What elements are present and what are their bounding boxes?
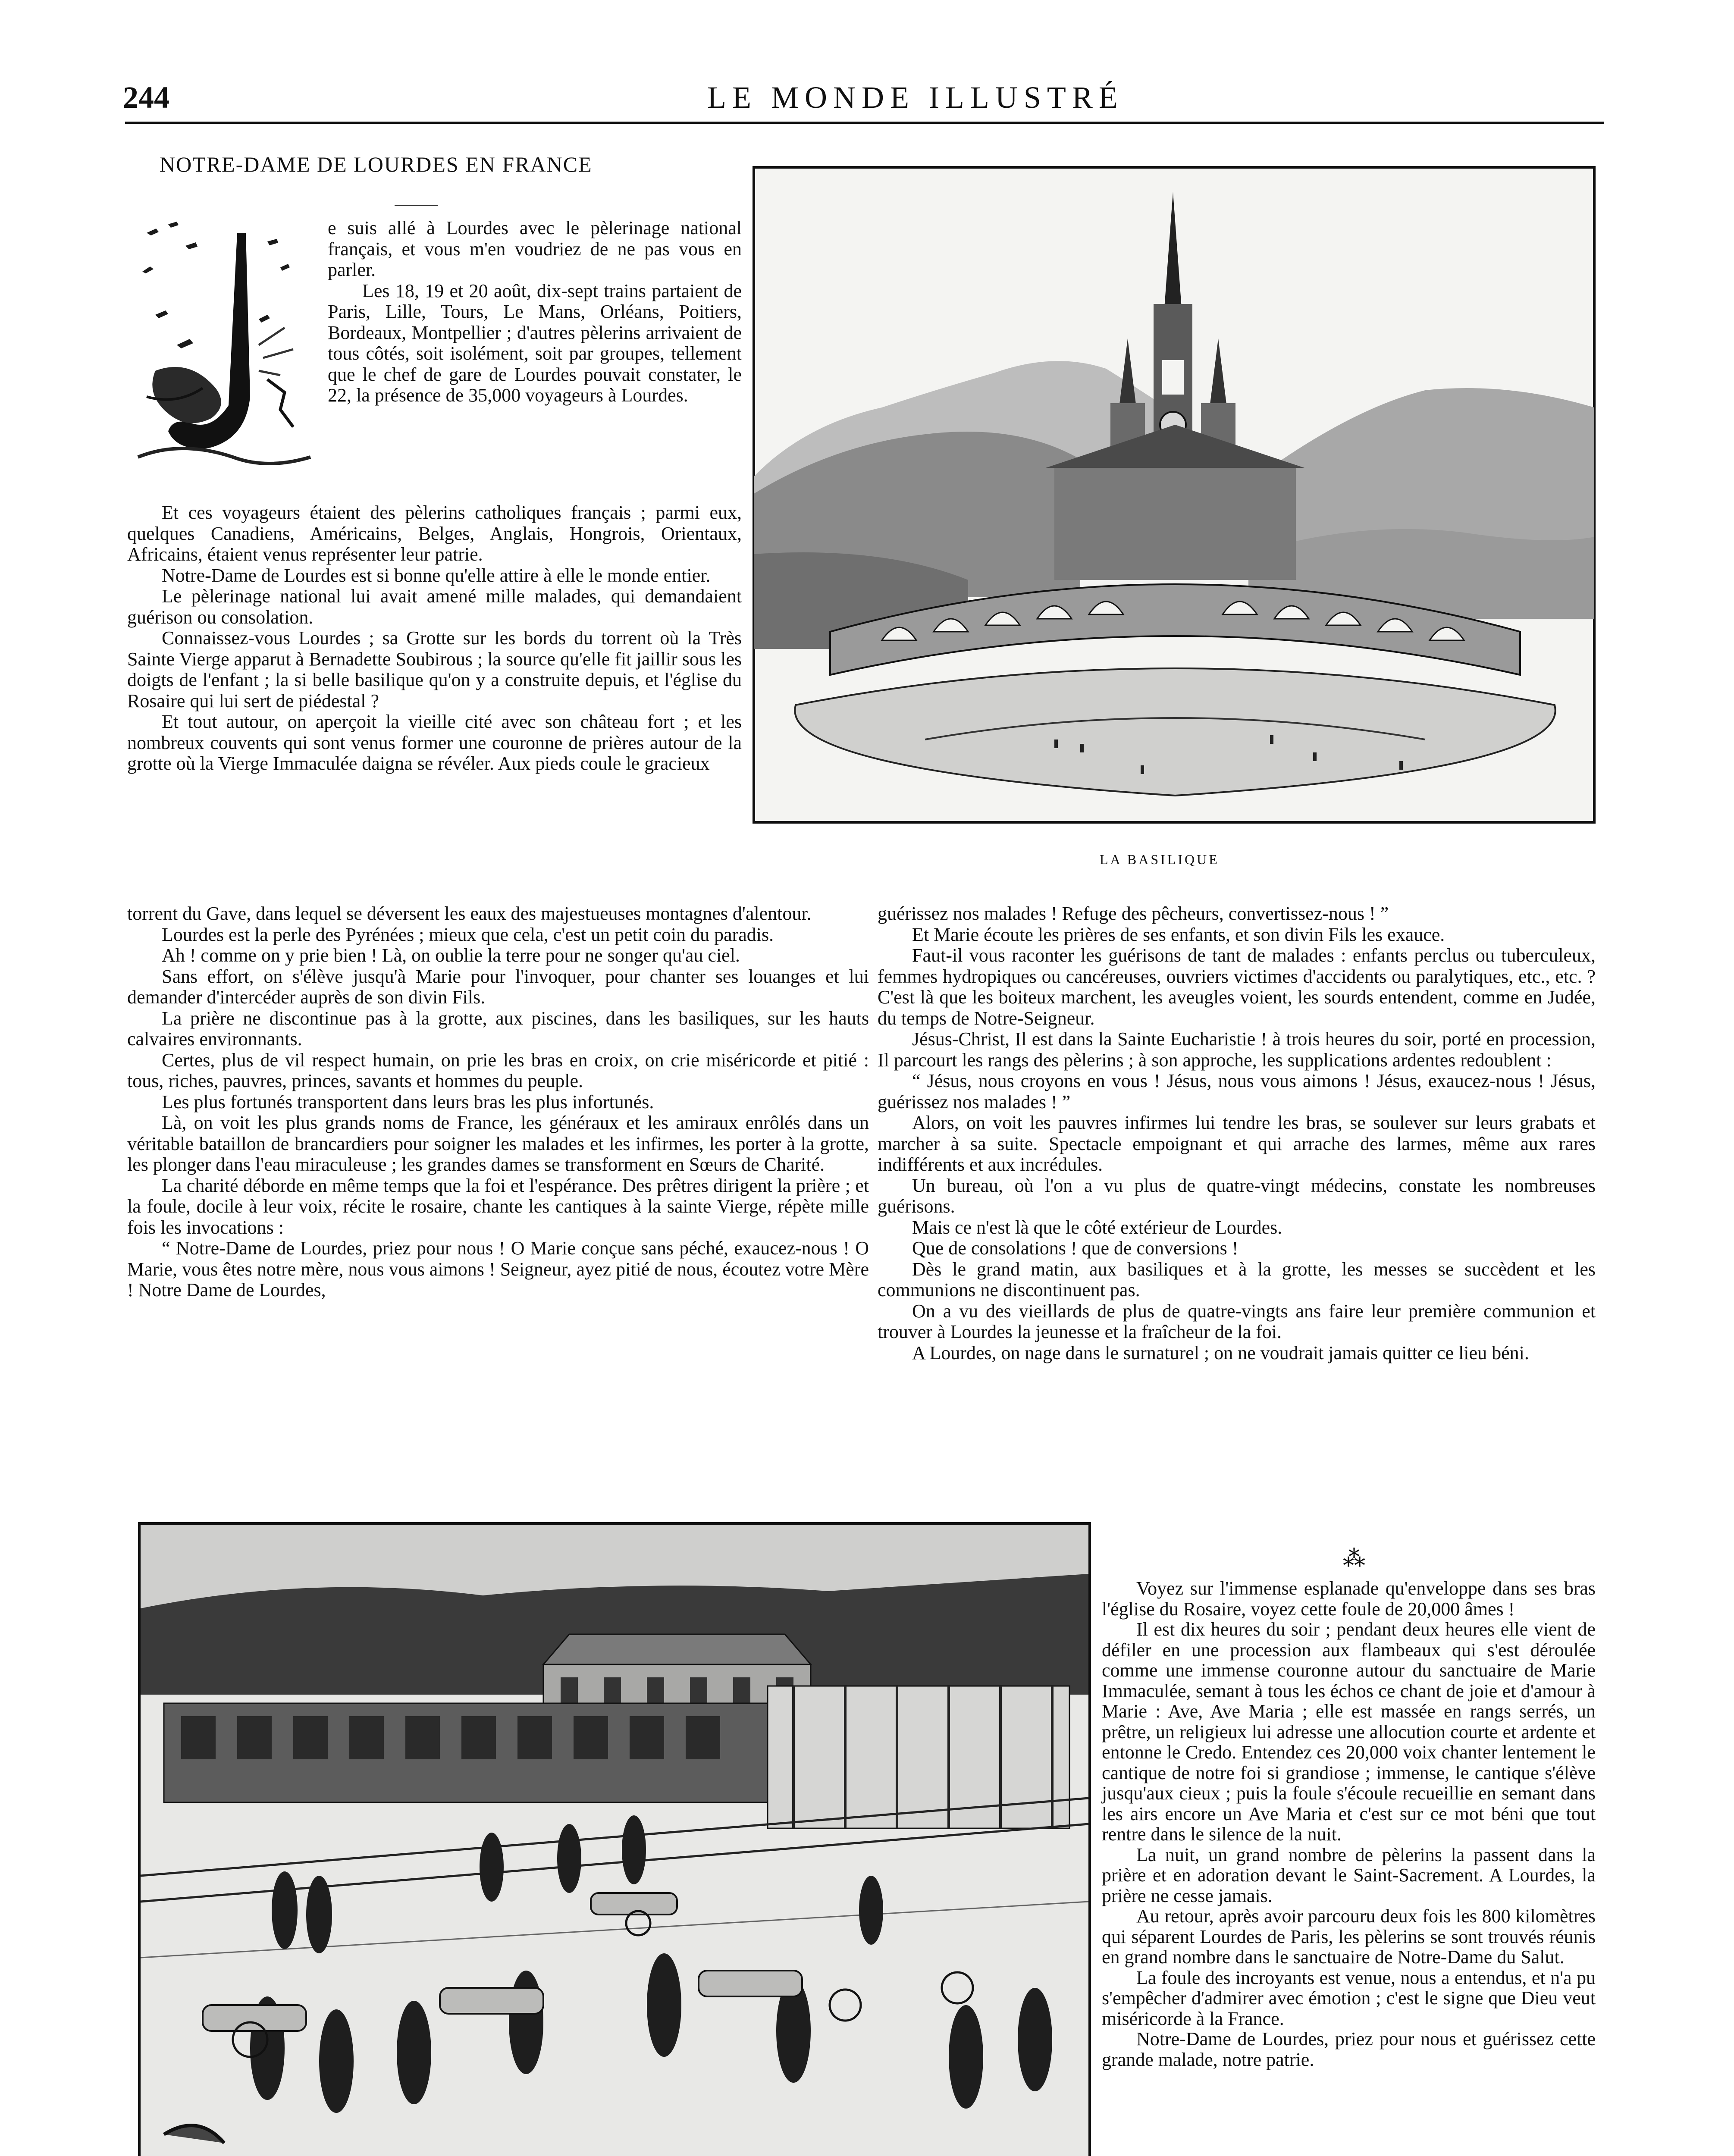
basilica-illustration: [753, 166, 1596, 824]
col3-paragraph: Il est dix heures du soir ; pendant deux heures elle vient de défiler en une procession aux flambeaux qui s'est déroulée comme une immense couronne autour du sanctuaire de Marie Immaculée, semant à tous les échos ce chant de joie et d'amour à Marie : Ave, Ave Maria ; elle est massée en rangs serrés, un prêtre, un religieux lui adresse une allocution courte et ardente et entonne le Credo. Entendez ces 20,000 voix chanter lentement le cantique de notre foi si grandiose ; immense, le cantique s'élève jusqu'aux cieux ; puis la foule s'écoule recueillie en semant dans les airs encore un Ave Maria et c'est sur ce mot béni que tout rentre dans le silence de la nuit.: [1102, 1619, 1596, 1845]
basilica-caption: LA BASILIQUE: [1100, 852, 1220, 867]
col1-paragraph: Le pèlerinage national lui avait amené mille malades, qui demandaient guérison ou consolation.: [127, 586, 742, 628]
col1-lower-paragraph: torrent du Gave, dans lequel se déversent les eaux des majestueuses montagnes d'alentour.: [127, 903, 812, 924]
col2-paragraph: Mais ce n'est là que le côté extérieur de Lourdes.: [912, 1216, 1282, 1238]
column-2-text: [878, 903, 1596, 1363]
col2-paragraph: On a vu des vieillards de plus de quatre-vingts ans faire leur première communion et trouver à Lourdes la jeunesse et la fraîcheur de la foi.: [878, 1300, 1596, 1342]
col2-paragraph: Et Marie écoute les prières de ses enfants, et son divin Fils les exauce.: [912, 924, 1445, 945]
header-rule: [125, 122, 1604, 124]
page-number: 244: [123, 80, 169, 115]
col3-paragraph: Notre-Dame de Lourdes, priez pour nous et guérissez cette grande malade, notre patrie.: [1102, 2028, 1596, 2070]
column-3-text: [1102, 1578, 1596, 2070]
column-1-text: [127, 502, 742, 774]
section-stars: ⁂: [1343, 1547, 1365, 1571]
column-1-lower-text: [127, 903, 869, 1301]
col1-lower-paragraph: Ah ! comme on y prie bien ! Là, on oublie la terre pour ne songer qu'au ciel.: [162, 945, 740, 966]
col2-paragraph: Que de consolations ! que de conversions !: [912, 1238, 1239, 1259]
col1-lower-paragraph: Certes, plus de vil respect humain, on prie les bras en croix, on crie miséricorde et pitié : tous, riches, pauvres, princes, savants et hommes du peuple.: [127, 1049, 869, 1091]
col2-paragraph: Dès le grand matin, aux basiliques et à la grotte, les messes se succèdent et les communions ne discontinuent pas.: [878, 1258, 1596, 1300]
title-rule: [395, 205, 438, 206]
col2-paragraph: Jésus-Christ, Il est dans la Sainte Eucharistie ! à trois heures du soir, porté en procession, Il parcourt les rangs des pèlerins ; à son approche, les supplications ardentes redoublent :: [878, 1028, 1596, 1071]
col3-paragraph: La nuit, un grand nombre de pèlerins la passent dans la prière et en adoration devant le Saint-Sacrement. A Lourdes, la prière ne cesse jamais.: [1102, 1844, 1596, 1906]
col1-lower-paragraph: Lourdes est la perle des Pyrénées ; mieux que cela, c'est un petit coin du paradis.: [162, 924, 774, 945]
col2-paragraph: Alors, on voit les pauvres infirmes lui tendre les bras, se soulever sur leurs grabats et marcher à sa suite. Spectacle empoignant et qui arrache des larmes, même aux rares indifférents et aux incrédules.: [878, 1112, 1596, 1175]
col2-paragraph: “ Jésus, nous croyons en vous ! Jésus, nous vous aimons ! Jésus, exaucez-nous ! Jésus, guérissez nos malades ! ”: [878, 1070, 1596, 1112]
intro-text: [328, 218, 742, 406]
col1-lower-paragraph: Là, on voit les plus grands noms de France, les généraux et les amiraux enrôlés dans un véritable bataillon de brancardiers pour soigner les malades et les infirmes, les porter à la grotte, les plonger dans l'eau miraculeuse ; les grandes dames se transforment en Sœurs de Charité.: [127, 1112, 869, 1175]
dropcap-illustration: [129, 216, 319, 483]
article-title: NOTRE-DAME DE LOURDES EN FRANCE: [160, 152, 593, 176]
col1-paragraph: Et tout autour, on aperçoit la vieille cité avec son château fort ; et les nombreux couvents qui sont venus former une couronne de prières autour de la grotte où la Vierge Immaculée daigna se révéler. Aux pieds coule le gracieux: [127, 711, 742, 774]
col1-lower-paragraph: Les plus fortunés transportent dans leurs bras les plus infortunés.: [162, 1091, 654, 1112]
col2-paragraph: Faut-il vous raconter les guérisons de tant de malades : enfants perclus ou tuberculeux, femmes hydropiques ou cancéreuses, ouvriers victimes d'accidents ou paralytiques, etc., etc. ? C'est là que les boiteux marchent, les aveugles voient, les sourds entendent, comme en Judée, du temps de Notre-Seigneur.: [878, 945, 1596, 1029]
col2-paragraph: A Lourdes, on nage dans le surnaturel ; on ne voudrait jamais quitter ce lieu béni.: [912, 1342, 1529, 1363]
col1-lower-paragraph: Sans effort, on s'élève jusqu'à Marie pour l'invoquer, pour chanter ses louanges et lui demander d'intercéder auprès de son divin Fils.: [127, 965, 869, 1008]
col3-paragraph: La foule des incroyants est venue, nous a entendus, et n'a pu s'empêcher d'admirer avec émotion ; c'est le signe que Dieu veut miséricorde à la France.: [1102, 1967, 1596, 2029]
col1-paragraph: Notre-Dame de Lourdes est si bonne qu'elle attire à elle le monde entier.: [162, 564, 711, 586]
col1-lower-paragraph: La charité déborde en même temps que la foi et l'espérance. Des prêtres dirigent la prière ; et la foule, docile à leur voix, récite le rosaire, chante les cantiques à la sainte Vierge, répète mille fois les invocations :: [127, 1175, 869, 1238]
col1-paragraph: Et ces voyageurs étaient des pèlerins catholiques français ; parmi eux, quelques Canadiens, Américains, Belges, Anglais, Hongrois, Orientaux, Africains, étaient venus représenter leur patrie.: [127, 502, 742, 565]
intro-paragraph-1: e suis allé à Lourdes avec le pèlerinage national français, et vous m'en voudriez de ne pas vous en parler.: [328, 217, 742, 280]
col1-lower-paragraph: “ Notre-Dame de Lourdes, priez pour nous ! O Marie conçue sans péché, exaucez-nous ! O Marie, vous êtes notre mère, nous vous aimons ! Seigneur, ayez pitié de nous, écoutez votre Mère ! Notre Dame de Lourdes,: [127, 1238, 869, 1300]
col3-paragraph: Voyez sur l'immense esplanade qu'enveloppe dans ses bras l'église du Rosaire, voyez cette foule de 20,000 âmes !: [1102, 1578, 1596, 1620]
journal-title: LE MONDE ILLUSTRÉ: [707, 80, 1124, 115]
col1-lower-paragraph: La prière ne discontinue pas à la grotte, aux piscines, dans les basiliques, sur les hauts calvaires environnants.: [127, 1007, 869, 1050]
col1-paragraph: Connaissez-vous Lourdes ; sa Grotte sur les bords du torrent où la Très Sainte Vierge apparut à Bernadette Soubirous ; la source qu'elle fit jaillir sous les doigts de l'enfant ; la si belle basilique qu'on y a construite depuis, et l'église du Rosaire qui lui sert de piédestal ?: [127, 627, 742, 711]
intro-paragraph-2: Les 18, 19 et 20 août, dix-sept trains partaient de Paris, Lille, Tours, Le Mans, Orléans, Poitiers, Bordeaux, Montpellier ; d'autres pèlerins arrivaient de tous côtés, soit isolément, soit par groupes, tellement que le chef de gare de Lourdes pouvait constater, le 22, la présence de 35,000 voyageurs à Lourdes.: [328, 280, 742, 406]
col3-paragraph: Au retour, après avoir parcouru deux fois les 800 kilomètres qui séparent Lourdes de Paris, les pèlerins se sont trouvés réunis en grand nombre dans le sanctuaire de Notre-Dame du Salut.: [1102, 1905, 1596, 1968]
col2-paragraph: guérissez nos malades ! Refuge des pêcheurs, convertissez-nous ! ”: [878, 903, 1389, 924]
col2-paragraph: Un bureau, où l'on a vu plus de quatre-vingt médecins, constate les nombreuses guérisons.: [878, 1175, 1596, 1217]
train-illustration: [138, 1522, 1091, 2156]
